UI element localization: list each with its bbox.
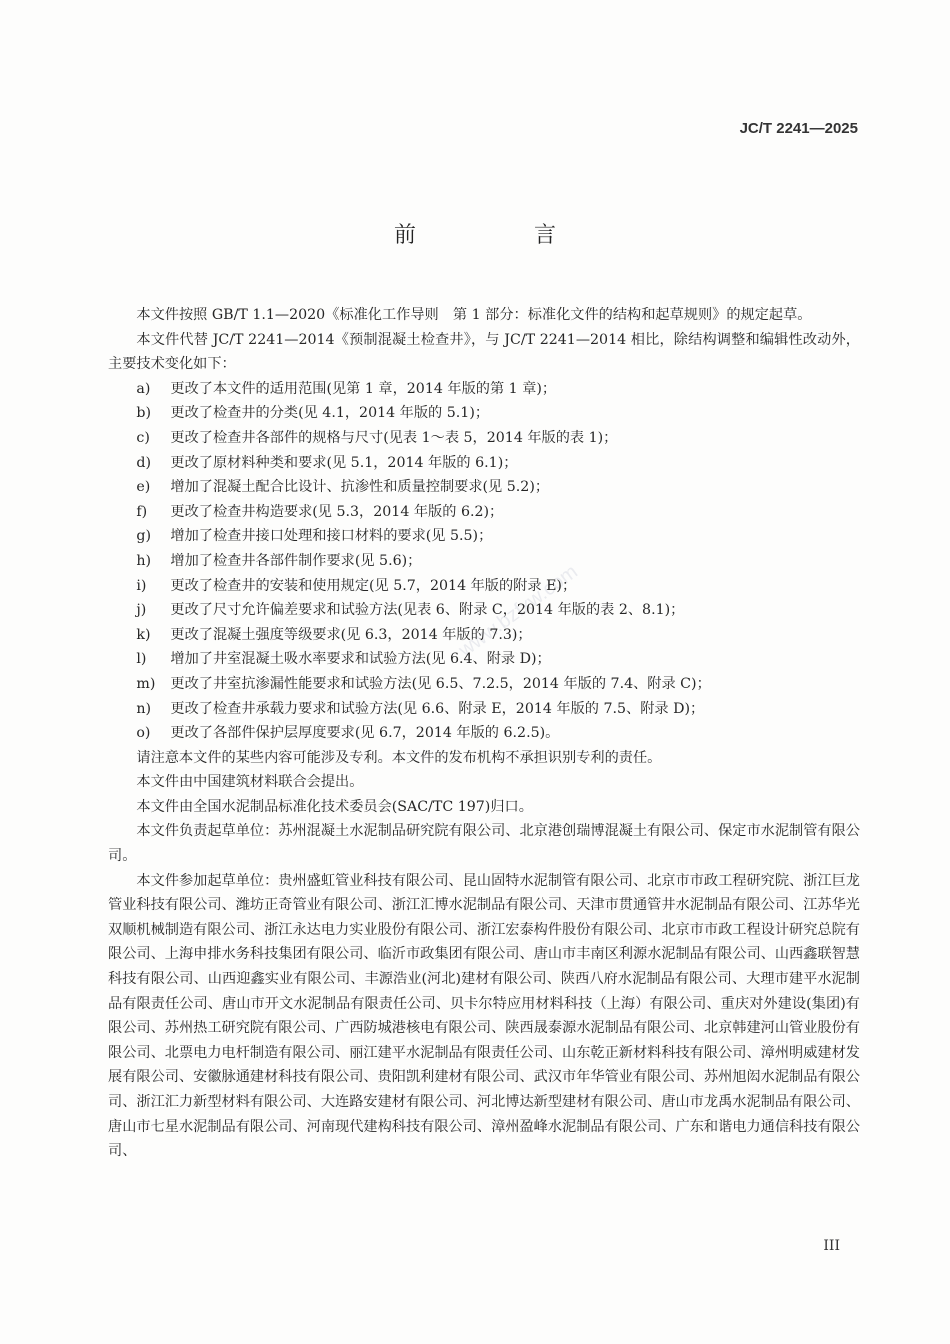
watermark: www.bzfxw.com [454,560,582,662]
list-item-marker: e) [136,479,151,496]
list-item-text: 增加了检查井各部件制作要求(见 5.6)； [170,552,422,569]
foreword-body [108,303,860,1164]
intro-paragraph: 本文件代替 JC/T 2241—2014《预制混凝土检查井》，与 JC/T 2241—2014 相比，除结构调整和编辑性改动外，主要技术变化如下： [108,331,860,373]
list-item-text: 增加了井室混凝土吸水率要求和试验方法(见 6.4、附录 D)； [170,651,551,668]
list-item [108,377,860,402]
list-item-text: 更改了检查井的安装和使用规定(见 5.7，2014 年版的附录 E)； [170,577,577,594]
list-item-marker: f) [136,503,148,520]
list-item-text: 更改了原材料种类和要求(见 5.1，2014 年版的 6.1)； [170,454,518,471]
list-item-text: 更改了尺寸允许偏差要求和试验方法(见表 6、附录 C，2014 年版的表 2、8.1)； [170,602,685,619]
list-item-marker: a) [136,380,151,397]
list-item [108,647,860,672]
list-item [108,401,860,426]
list-item-text: 更改了检查井承载力要求和试验方法(见 6.6、附录 E，2014 年版的 7.5、附录 D)； [170,700,705,717]
list-item [108,549,860,574]
list-item-marker: n) [136,700,152,717]
page-title: 前 言 [393,223,604,248]
list-item-text: 更改了检查井的分类(见 4.1，2014 年版的 5.1)； [170,405,490,422]
list-item [108,500,860,525]
list-item [108,697,860,722]
list-item-marker: j) [136,602,147,619]
list-item [108,623,860,648]
list-item-text: 增加了混凝土配合比设计、抗渗性和质量控制要求(见 5.2)； [170,479,550,496]
list-item-marker: l) [136,651,147,668]
list-item-text: 更改了本文件的适用范围(见第 1 章，2014 年版的第 1 章)； [170,380,557,397]
list-item-text: 更改了检查井各部件的规格与尺寸(见表 1～表 5，2014 年版的表 1)； [170,429,618,446]
list-item-marker: m) [136,675,156,692]
list-item-marker: g) [136,528,152,545]
lead-drafters-paragraph: 本文件负责起草单位：苏州混凝土水泥制品研究院有限公司、北京港创瑞博混凝土有限公司、保定市水泥制管有限公司。 [108,823,860,865]
list-item [108,574,860,599]
participating-drafters-paragraph: 本文件参加起草单位：贵州盛虹管业科技有限公司、昆山固特水泥制管有限公司、北京市市政工程研究院、浙江巨龙管业科技有限公司、潍坊正奇管业有限公司、浙江汇博水泥制品有限公司、天津市贯通管井水泥制品有限公司、江苏华光双顺机械制造有限公司、浙江永达电力实业股份有限公司、浙江宏泰构件股份有限公司、北京市市政工程设计研究总院有限公司、上海申排水务科技集团有限公司、临沂市政集团有限公司、唐山市丰南区利源水泥制品有限公司、山西鑫联智慧科技有限公司、山西迎鑫实业有限公司、丰源浩业(河北)建材有限公司、陕西八府水泥制品有限公司、大理市建平水泥制品有限责任公司、唐山市开文水泥制品有限责任公司、贝卡尔特应用材料科技（上海）有限公司、重庆对外建设(集团)有限公司、苏州热工研究院有限公司、广西防城港核电有限公司、陕西晟泰源水泥制品有限公司、北京韩建河山管业股份有限公司、北票电力电杆制造有限公司、丽江建平水泥制品有限责任公司、山东乾正新材料科技有限公司、漳州明威建材发展有限公司、安徽脉通建材科技有限公司、贵阳凯利建材有限公司、武汉市年华管业有限公司、苏州旭闳水泥制品有限公司、浙江汇力新型材料有限公司、大连路安建材有限公司、河北博达新型建材有限公司、唐山市龙禹水泥制品有限公司、唐山市七星水泥制品有限公司、河南现代建构科技有限公司、漳州盈峰水泥制品有限公司、广东和谐电力通信科技有限公司、 [108,872,860,1160]
list-item-text: 增加了检查井接口处理和接口材料的要求(见 5.5)； [170,528,493,545]
list-item-text: 更改了各部件保护层厚度要求(见 6.7，2014 年版的 6.2.5)。 [170,725,560,742]
list-item-marker: h) [136,552,152,569]
list-item [108,475,860,500]
list-item [108,524,860,549]
list-item [108,426,860,451]
list-item-text: 更改了井室抗渗漏性能要求和试验方法(见 6.5、7.2.5，2014 年版的 7.4、附录 C)； [170,675,711,692]
list-item-marker: o) [136,725,151,742]
patent-notice: 请注意本文件的某些内容可能涉及专利。本文件的发布机构不承担识别专利的责任。 [136,749,662,766]
list-item [108,598,860,623]
intro-paragraph: 本文件按照 GB/T 1.1—2020《标准化工作导则 第 1 部分：标准化文件的结构和起草规则》的规定起草。 [136,307,812,323]
list-item-marker: c) [136,429,150,446]
list-item [108,721,860,746]
list-item-marker: k) [136,626,151,643]
committee-paragraph: 本文件由全国水泥制品标准化技术委员会(SAC/TC 197)归口。 [136,798,533,815]
proposer-paragraph: 本文件由中国建筑材料联合会提出。 [136,774,364,791]
page-number: III [823,1238,840,1254]
list-item [108,451,860,476]
list-item-text: 更改了检查井构造要求(见 5.3，2014 年版的 6.2)； [170,503,504,520]
list-item-marker: i) [136,577,147,594]
list-item-marker: b) [136,405,152,422]
list-item-text: 更改了混凝土强度等级要求(见 6.3，2014 年版的 7.3)； [170,626,532,643]
list-item-marker: d) [136,454,152,471]
list-item [108,672,860,697]
document-code: JC/T 2241—2025 [739,120,858,137]
